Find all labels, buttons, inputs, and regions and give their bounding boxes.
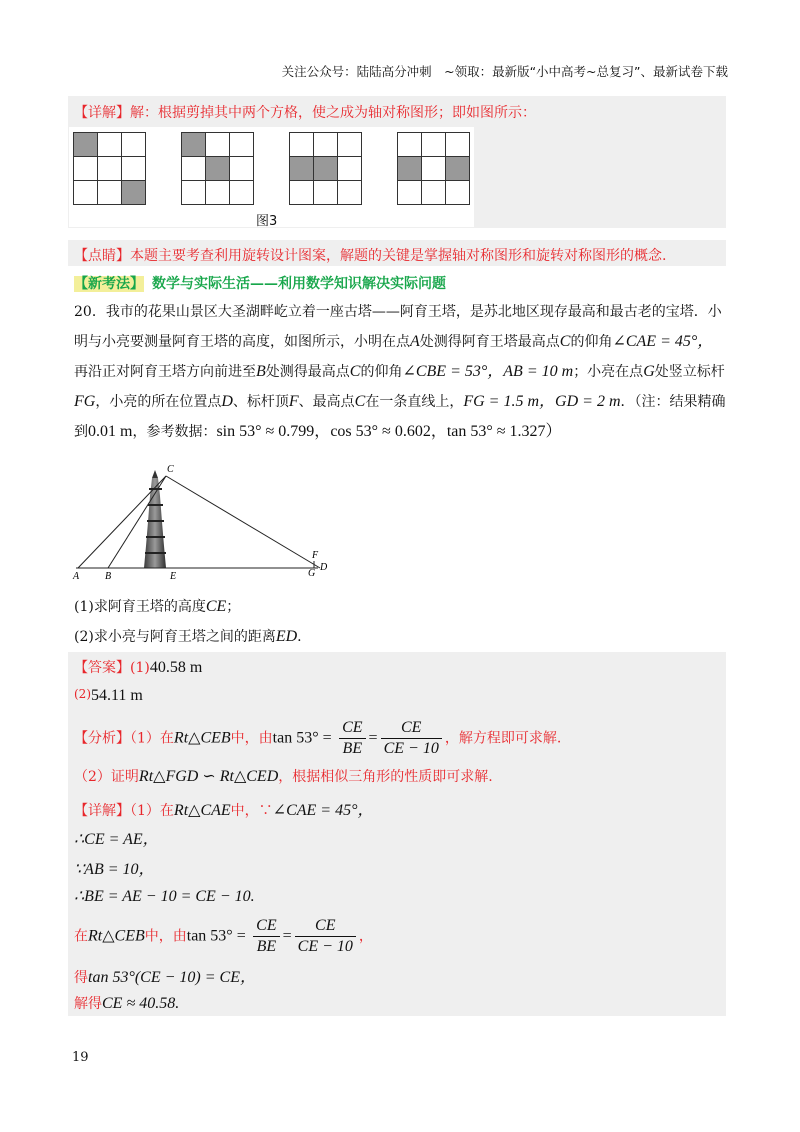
grid-cell xyxy=(206,181,230,205)
detail-line-2: ∴CE = AE， xyxy=(74,831,159,848)
explain-tag: 【详解】 xyxy=(74,105,130,121)
grid-cell xyxy=(398,133,422,157)
label-d: D xyxy=(320,562,328,573)
grid-cell xyxy=(182,157,206,181)
grid-cell-filled xyxy=(398,157,422,181)
grid-cell-filled xyxy=(314,157,338,181)
answer-line-2: (2)54.11 m xyxy=(74,687,143,704)
line-cd xyxy=(166,476,320,568)
grid-cell xyxy=(230,133,254,157)
grid-4 xyxy=(397,132,470,205)
grid-cell xyxy=(422,157,446,181)
grid-1 xyxy=(73,132,146,205)
grid-cell xyxy=(98,157,122,181)
grid-cell xyxy=(446,133,470,157)
problem-line-4: FG，小亮的所在位置点D、标杆顶F、最高点C在一条直线上，FG = 1.5 m，GD = 2 m．（注：结果精确 xyxy=(74,393,726,410)
problem-text xyxy=(74,297,734,447)
problem-line-2: 明与小亮要测量阿育王塔的高度，如图所示，小明在点A处测得阿育王塔最高点C的仰角∠CAE = 45°， xyxy=(74,333,714,350)
detail-line-1: 【详解】（1）在Rt△CAE中，∵∠CAE = 45°， xyxy=(74,802,374,819)
grid-cell-filled xyxy=(446,157,470,181)
grid-cell-filled xyxy=(206,157,230,181)
comment-line xyxy=(74,245,666,265)
label-b: B xyxy=(105,571,112,582)
new-method-text: 数学与实际生活——利用数学知识解决实际问题 xyxy=(152,276,446,292)
grid-cell xyxy=(230,181,254,205)
grid-cell xyxy=(422,133,446,157)
explain-line xyxy=(74,102,536,122)
grid-cell xyxy=(182,181,206,205)
grid-cell xyxy=(230,157,254,181)
detail-line-4: ∴BE = AE − 10 = CE − 10. xyxy=(74,888,255,905)
label-f: F xyxy=(312,550,319,561)
comment-tag: 【点睛】 xyxy=(74,248,130,264)
explain-text: 解：根据剪掉其中两个方格，使之成为轴对称图形；即如图所示： xyxy=(130,105,536,121)
figure3-label: 图3 xyxy=(256,214,278,229)
tower-diagram xyxy=(70,462,340,582)
grid-cell-filled xyxy=(122,181,146,205)
analysis-line-2: （2）证明Rt△FGD ∽ Rt△CED，根据相似三角形的性质即可求解. xyxy=(74,768,493,785)
pagoda-image xyxy=(144,470,166,568)
problem-line-3: 再沿正对阿育王塔方向前进至B处测得最高点C的仰角∠CBE = 53°，AB = 10 m；小亮在点G处竖立标杆 xyxy=(74,363,725,380)
grid-cell-filled xyxy=(182,133,206,157)
problem-line-1: 20．我市的花果山景区大圣湖畔屹立着一座古塔——阿育王塔，是苏北地区现存最高和最古老的宝塔．小 xyxy=(74,304,722,320)
new-method-line xyxy=(74,273,446,293)
grid-2 xyxy=(181,132,254,205)
detail-line-3: ∵AB = 10， xyxy=(74,861,155,878)
label-c: C xyxy=(167,464,174,475)
problem-line-5: 到0.01 m，参考数据：sin 53° ≈ 0.799，cos 53° ≈ 0.602，tan 53° ≈ 1.327） xyxy=(74,423,562,440)
question-2: (2)求小亮与阿育王塔之间的距离ED. xyxy=(74,628,302,645)
question-1: (1)求阿育王塔的高度CE； xyxy=(74,598,241,615)
label-e: E xyxy=(170,571,177,582)
detail-line-7: 解得CE ≈ 40.58. xyxy=(74,995,180,1012)
grid-cell xyxy=(338,133,362,157)
page-header: 关注公众号：陆陆高分冲刺 ~领取：最新版“小中高考~总复习”、最新试卷下载 xyxy=(281,64,728,79)
grid-cell xyxy=(98,181,122,205)
grid-cell xyxy=(122,157,146,181)
detail-line-5: 在Rt△CEB中，由tan 53° = $\frac{CE}{BE}$ = $\frac{CE}{CE - 10}$ ， xyxy=(74,917,373,955)
solution-box xyxy=(68,652,726,1016)
grid-cell xyxy=(338,181,362,205)
comment-text: 本题主要考查利用旋转设计图案，解题的关键是掌握轴对称图形和旋转对称图形的概念. xyxy=(130,248,667,264)
label-g: G xyxy=(308,568,316,579)
grid-cell xyxy=(422,181,446,205)
grid-cell xyxy=(290,133,314,157)
grid-cell xyxy=(446,181,470,205)
grid-cell-filled xyxy=(290,157,314,181)
grid-cell xyxy=(314,181,338,205)
detail-line-6: 得tan 53°(CE − 10) = CE， xyxy=(74,969,256,986)
grid-cell xyxy=(314,133,338,157)
label-a: A xyxy=(73,571,80,582)
grid-cell xyxy=(338,157,362,181)
grid-cell xyxy=(398,181,422,205)
grid-cell xyxy=(98,133,122,157)
grid-cell xyxy=(122,133,146,157)
answer-line-1: 【答案】(1)40.58 m xyxy=(74,659,203,676)
grid-3 xyxy=(289,132,362,205)
grid-cell xyxy=(290,181,314,205)
analysis-line-1: 【分析】（1）在Rt△CEB中，由tan 53° = $\frac{CE}{BE}$ = $\frac{CE}{CE - 10}$ ，解方程即可求解. xyxy=(74,719,562,757)
grid-cell xyxy=(74,181,98,205)
grid-cell xyxy=(74,157,98,181)
grid-cell xyxy=(206,133,230,157)
grid-cell-filled xyxy=(74,133,98,157)
page-number: 19 xyxy=(72,1050,89,1065)
new-method-tag: 【新考法】 xyxy=(74,276,144,292)
